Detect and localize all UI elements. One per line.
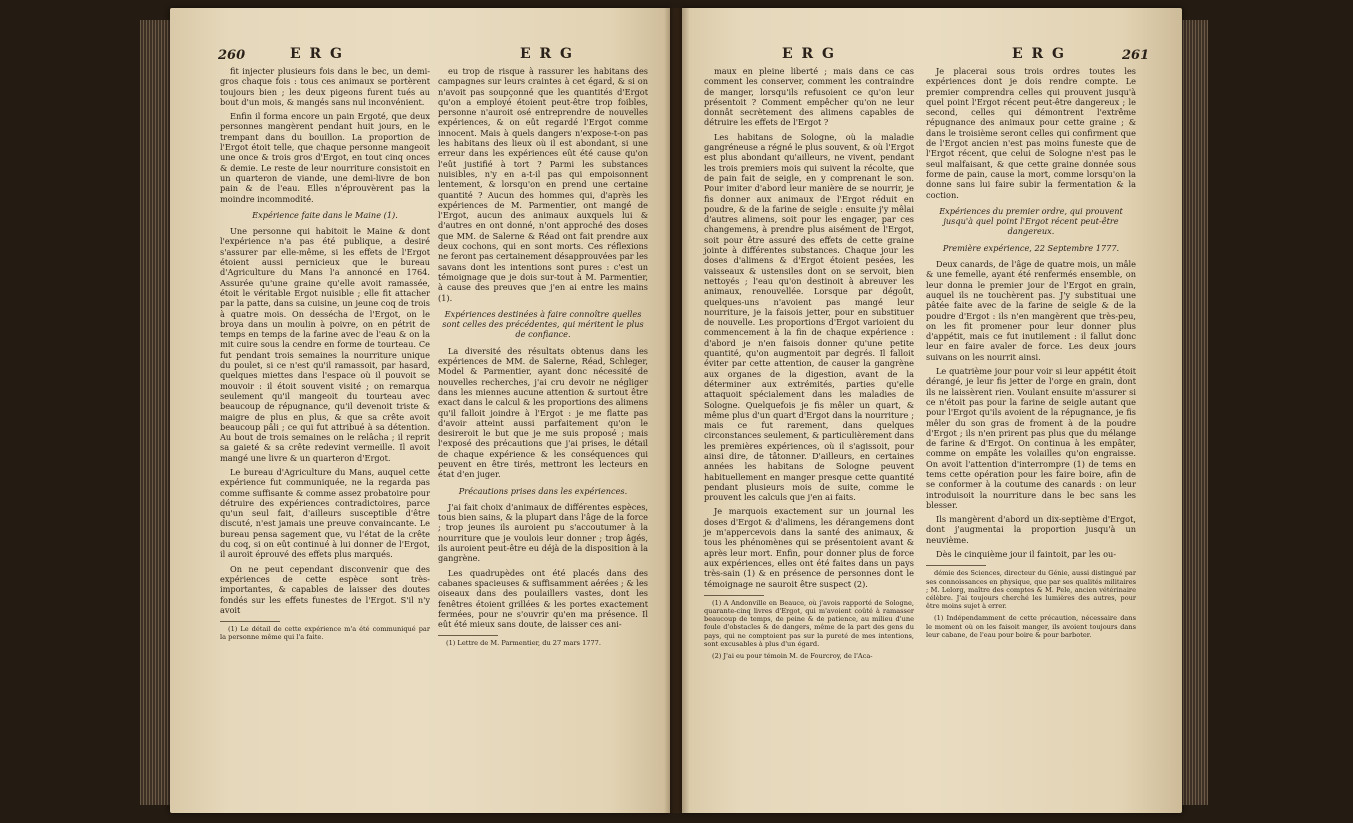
- section-heading: Expérience faite dans le Maine (1).: [252, 209, 398, 220]
- paragraph: J'ai fait choix d'animaux de différentes espèces, tous bien sains, & la plupart dans l'âge de la force ; trop jeunes ils auroient pu s'accoutumer à la nourriture que je voulois leur donner ; trop âgés, ils auroient peut-être eu déjà de la disposition à la gangrène.: [438, 501, 648, 564]
- right-page-edges: [1180, 20, 1208, 805]
- footnote: (1) Le détail de cette expérience m'a été communiqué par la personne même qui l'a faite.: [220, 625, 430, 642]
- section-heading: Précautions prises dans les expériences.: [458, 485, 628, 496]
- left-page: [170, 8, 670, 813]
- running-head-left-col2: E R G: [520, 46, 575, 62]
- paragraph: Le bureau d'Agriculture du Mans, auquel cette expérience fut communiquée, ne la regarda pas comme suffisante & comme assez probatoire pour détruire des expériences contradictoires, parce qu'un seul fait, d'ailleurs susceptible d'être discuté, n'est jamais une preuve convaincante. Le bureau pensa sagement que, vu l'état de la crête du coq, si on eût continué à lui donner de l'Ergot, il auroit éprouvé des effets plus marqués.: [220, 466, 430, 560]
- paragraph: Les quadrupèdes ont été placés dans des cabanes spacieuses & suffisamment aérées ; & les oiseaux dans des poulaillers vastes, dont les fenêtres étoient grillées & les portes exactement fermées, pour ne s'ouvrir qu'en ma présence. Il eût été mieux sans doute, de laisser ces ani-: [438, 567, 648, 630]
- paragraph: La diversité des résultats obtenus dans les expériences de MM. de Salerne, Réad, Schleger, Model & Parmentier, ayant donc nécessité de nouvelles recherches, j'ai cru devoir ne négliger dans les miennes aucune attention & surtout être exact dans le calcul & les proportions des alimens qu'il falloit joindre à l'Ergot : je me flatte pas d'avoir atteint aussi parfaitement qu'on le desireroit le but que je me suis proposé ; mais l'exposé des précautions que j'ai prises, le détail de chaque expérience & les conséquences qui peuvent en être tirés, mettront les lecteurs en état d'en juger.: [438, 345, 648, 480]
- paragraph: Une personne qui habitoit le Maine & dont l'expérience n'a pas été publique, a desiré s'assurer par elle-même, si les effets de l'Ergot étoient aussi pernicieux que le bureau d'Agriculture du Mans l'a annoncé en 1764. Assurée qu'une graine qu'elle avoit ramassée, étoit le véritable Ergot nuisible ; elle fit attacher par la patte, dans sa cuisine, un jeune coq de trois à quatre mois. On dessécha de l'Ergot, on le broya dans un moulin à poivre, on en pétrit de temps en temps de la farine avec de l'eau & on la mit cuire sous la cendre en forme de tourteau. Ce fut pendant trois semaines la nourriture unique du poulet, si ce n'est qu'il ramassoit, par hasard, quelques miettes dans l'espace où il pouvoit se mouvoir : il étoit souvent visité ; on remarqua seulement qu'il mangeoit du tourteau avec beaucoup de répugnance, qu'il devenoit triste & maigre de plus en plus, & que sa crête avoit beaucoup pâli ; ce qui fut attribué à sa détention. Au bout de trois semaines on le relâcha ; il reprit sa gaieté & sa crête redevint vermeille. Il avoit mangé une livre & un quarteron d'Ergot.: [220, 226, 430, 463]
- page-number-right: 261: [1122, 48, 1150, 63]
- running-head-left-col1: E R G: [290, 46, 345, 62]
- footnote-rule: [926, 565, 986, 566]
- paragraph: maux en pleine liberté ; mais dans ce cas comment les conserver, comment les contraindre de manger, lorsqu'ils refusoient ce qu'on leur présentoit ? Comment empêcher qu'on ne leur donnât secrètement des alimens capables de détruire les effets de l'Ergot ?: [704, 66, 914, 128]
- section-heading: Expériences du premier ordre, qui prouvent jusqu'à quel point l'Ergot récent peut-être dangereux.: [939, 205, 1123, 237]
- section-heading: Première expérience, 22 Septembre 1777.: [942, 242, 1120, 253]
- footnote: démie des Sciences, directeur du Génie, aussi distingué par ses connoissances en physique, que par ses qualités militaires ; M. Lelorg, maître des comptes & M. Pele, ancien vétérinaire célèbre. J'ai toujours cherché les lumières des autres, pour être moins sujet à errer.: [926, 569, 1136, 611]
- right-page: [682, 8, 1182, 813]
- paragraph: Le quatrième jour pour voir si leur appétit étoit dérangé, je leur fis jetter de l'orge en grain, dont ils ne laissèrent rien. Voulant ensuite m'assurer si ce n'étoit pas pour la farine de seigle autant que pour l'Ergot qu'ils avoient de la répugnance, je fis mêler du son gras de froment à de la poudre d'Ergot ; ils n'en prirent pas plus que du mélange de farine & d'Ergot. On continua à les empâter, comme on empâte les volailles qu'on engraisse. On avoit l'attention d'interrompre (1) de tems en tems cette opération pour les faire boire, afin de se conformer à la coutume des canards : on leur introduisoit la nourriture dans le bec sans les blesser.: [926, 366, 1136, 510]
- left-page-column-2: [438, 66, 648, 806]
- paragraph: Je marquois exactement sur un journal les doses d'Ergot & d'alimens, les dérangemens dont je m'appercevois dans la santé des animaux, & tous les phénomènes qui se présentoient avant & après leur mort. Enfin, pour donner plus de force aux expériences, elles ont été faites dans un pays très-sain (1) & en présence de personnes dont le témoignage ne sauroit être suspect (2).: [704, 506, 914, 589]
- book-gutter: [664, 8, 690, 813]
- footnote-rule: [438, 635, 498, 636]
- footnote-rule: [220, 621, 280, 622]
- paragraph: Ils mangèrent d'abord un dix-septième d'Ergot, dont j'augmentai la proportion jusqu'à un neuvième.: [926, 514, 1136, 545]
- running-head-right-col2: E R G: [1012, 46, 1067, 62]
- paragraph: Dès le cinquième jour il faintoit, par les ou-: [936, 549, 1117, 560]
- footnote: (1) A Andonville en Beauce, où j'avois rapporté de Sologne, quarante-cinq livres d'Ergot, qui m'avoient coûté à ramasser beaucoup de temps, de peine & de patience, au milieu d'une foule d'obstacles & de dangers, même de la part des gens du pays, qui ne comptoient pas sur la pureté de mes intentions, sont excusables à plus d'un égard.: [704, 598, 914, 648]
- running-head-right-col1: E R G: [782, 46, 837, 62]
- right-page-column-1: [704, 66, 914, 806]
- right-page-column-2: [926, 66, 1136, 806]
- footnote-rule: [704, 595, 764, 596]
- section-heading: Expériences destinées à faire connoître quelles sont celles des précédentes, qui méritent le plus de confiance.: [442, 308, 644, 340]
- footnote: (2) J'ai eu pour témoin M. de Fourcroy, de l'Aca-: [712, 652, 873, 661]
- footnote: (1) Lettre de M. Parmentier, du 27 mars 1777.: [446, 639, 601, 648]
- paragraph: Enfin il forma encore un pain Ergoté, que deux personnes mangèrent pendant huit jours, en le trempant dans du bouillon. La proportion de l'Ergot étoit telle, que chaque personne mangeoit une once & trois gros d'Ergot, en tout cinq onces & demie. Le reste de leur nourriture consistoit en un quarteron de viande, une demi-livre de bon pain & de l'eau. Elles n'éprouvèrent pas la moindre incommodité.: [220, 111, 430, 204]
- paragraph: Les habitans de Sologne, où la maladie gangréneuse a régné le plus souvent, & où l'Ergot est plus abondant qu'ailleurs, ne vivent, pendant les trois premiers mois qui suivent la récolte, que de pain fait de seigle, en y comprenant le son. Pour imiter d'abord leur manière de se nourrir, je fis donner aux animaux de l'Ergot réduit en poudre, & de la farine de seigle : ensuite j'y mêlai d'autres alimens, soit pour les engager, par ces changemens, à prendre plus aisément de l'Ergot, soit pour être assuré des effets de cette graine jointe à différentes substances. Chaque jour les doses d'alimens & d'Ergot étoient pesées, les vaisseaux & ustensiles dont on se servoit, bien nettoyés ; l'eau qu'on destinoit à abreuver les animaux, renouvellée. Lorsque par dégoût, quelques-uns n'avoient pas mangé leur nourriture, je la faisois jetter, pour en substituer de nouvelle. Les proportions d'Ergot varioient du commencement à la fin de chaque expérience : d'abord je n'en faisois donner qu'une petite quantité, qu'on augmentoit par degrés. Il falloit éviter par cette attention, de causer la gangrène aux organes de la digestion, avant de la déterminer aux extrémités, parties qu'elle attaquoit spécialement dans les maladies de Sologne. Quelquefois je fis mêler un quart, & même plus d'un quart d'Ergot dans la nourriture ; mais ce fut rarement, dans quelques circonstances seulement, & particulièrement dans les premières expériences, où il s'agissoit, pour ainsi dire, de tâtonner. D'ailleurs, en certaines années les habitans de Sologne peuvent habituellement en manger presque cette quantité pendant plusieurs mois de suite, comme le prouvent les calculs que j'en ai faits.: [704, 131, 914, 503]
- paragraph: fit injecter plusieurs fois dans le bec, un demi-gros chaque fois : tous ces animaux se portèrent toujours bien ; les deux pigeons furent tués au bout d'un mois, & mangés sans nul inconvénient.: [220, 66, 430, 107]
- footnote: (1) Indépendamment de cette précaution, nécessaire dans le moment où on les faisoit manger, ils avoient toujours dans leur cabane, de l'eau pour boire & pour barboter.: [926, 614, 1136, 639]
- paragraph: On ne peut cependant disconvenir que des expériences de cette espèce sont très-importantes, & capables de laisser des doutes fondés sur les effets funestes de l'Ergot. S'il n'y avoit: [220, 563, 430, 615]
- left-page-column-1: [220, 66, 430, 806]
- page-number-left: 260: [218, 48, 246, 63]
- left-page-edges: [140, 20, 172, 805]
- paragraph: Deux canards, de l'âge de quatre mois, un mâle & une femelle, ayant été renfermés ensemble, on leur donna le premier jour de l'Ergot en grain, auquel ils ne touchèrent pas. J'y substituai une pâtée faite avec de la farine de seigle & de la poudre d'Ergot : ils n'en mangèrent que très-peu, on les fit promener pour leur donner plus d'appétit, mais ce fut inutilement : il fallut donc leur en faire avaler de force. Les deux jours suivans on les nourrit ainsi.: [926, 259, 1136, 362]
- paragraph: Je placerai sous trois ordres toutes les expériences dont je dois rendre compte. Le premier comprendra celles qui prouvent jusqu'à quel point l'Ergot récent peut-être dangereux ; le second, celles qui démontrent l'extrême répugnance des animaux pour cette graine ; & dans le troisième seront celles qui confirment que de l'Ergot ancien n'est pas moins funeste que de l'Ergot récent, que celui de Sologne n'est pas le seul malfaisant, & que cette graine donnée sous forme de pain, cause la mort, comme lorsqu'on la donne sans lui faire subir la fermentation & la coction.: [926, 66, 1136, 200]
- paragraph: eu trop de risque à rassurer les habitans des campagnes sur leurs craintes à cet égard, & si on n'avoit pas soupçonné que les quantités d'Ergot qu'on a employé étoient peut-être trop foibles, personne n'auroit osé entreprendre de nouvelles expériences, & on eût regardé l'Ergot comme innocent. Mais à quels dangers n'expose-t-on pas les habitans des lieux où il est abondant, si une erreur dans les expériences eût été cause qu'on l'eût justifié à tort ? Parmi les substances nuisibles, n'y en a-t-il pas qui empoisonnent lentement, & lorsqu'on en prend une certaine quantité ? Aucun des hommes qui, d'après les expériences de M. Parmentier, ont mangé de l'Ergot, aucun des animaux auxquels lui & d'autres en ont donné, n'ont approché des doses que MM. de Salerne & Réad ont fait prendre aux deux cochons, qui en sont morts. Ces réflexions ne feront pas certainement désapprouvées par les savans dont les intentions sont pures : c'est un témoignage que je dois sur-tout à M. Parmentier, à cause des preuves que j'en ai entre les mains (1).: [438, 66, 648, 303]
